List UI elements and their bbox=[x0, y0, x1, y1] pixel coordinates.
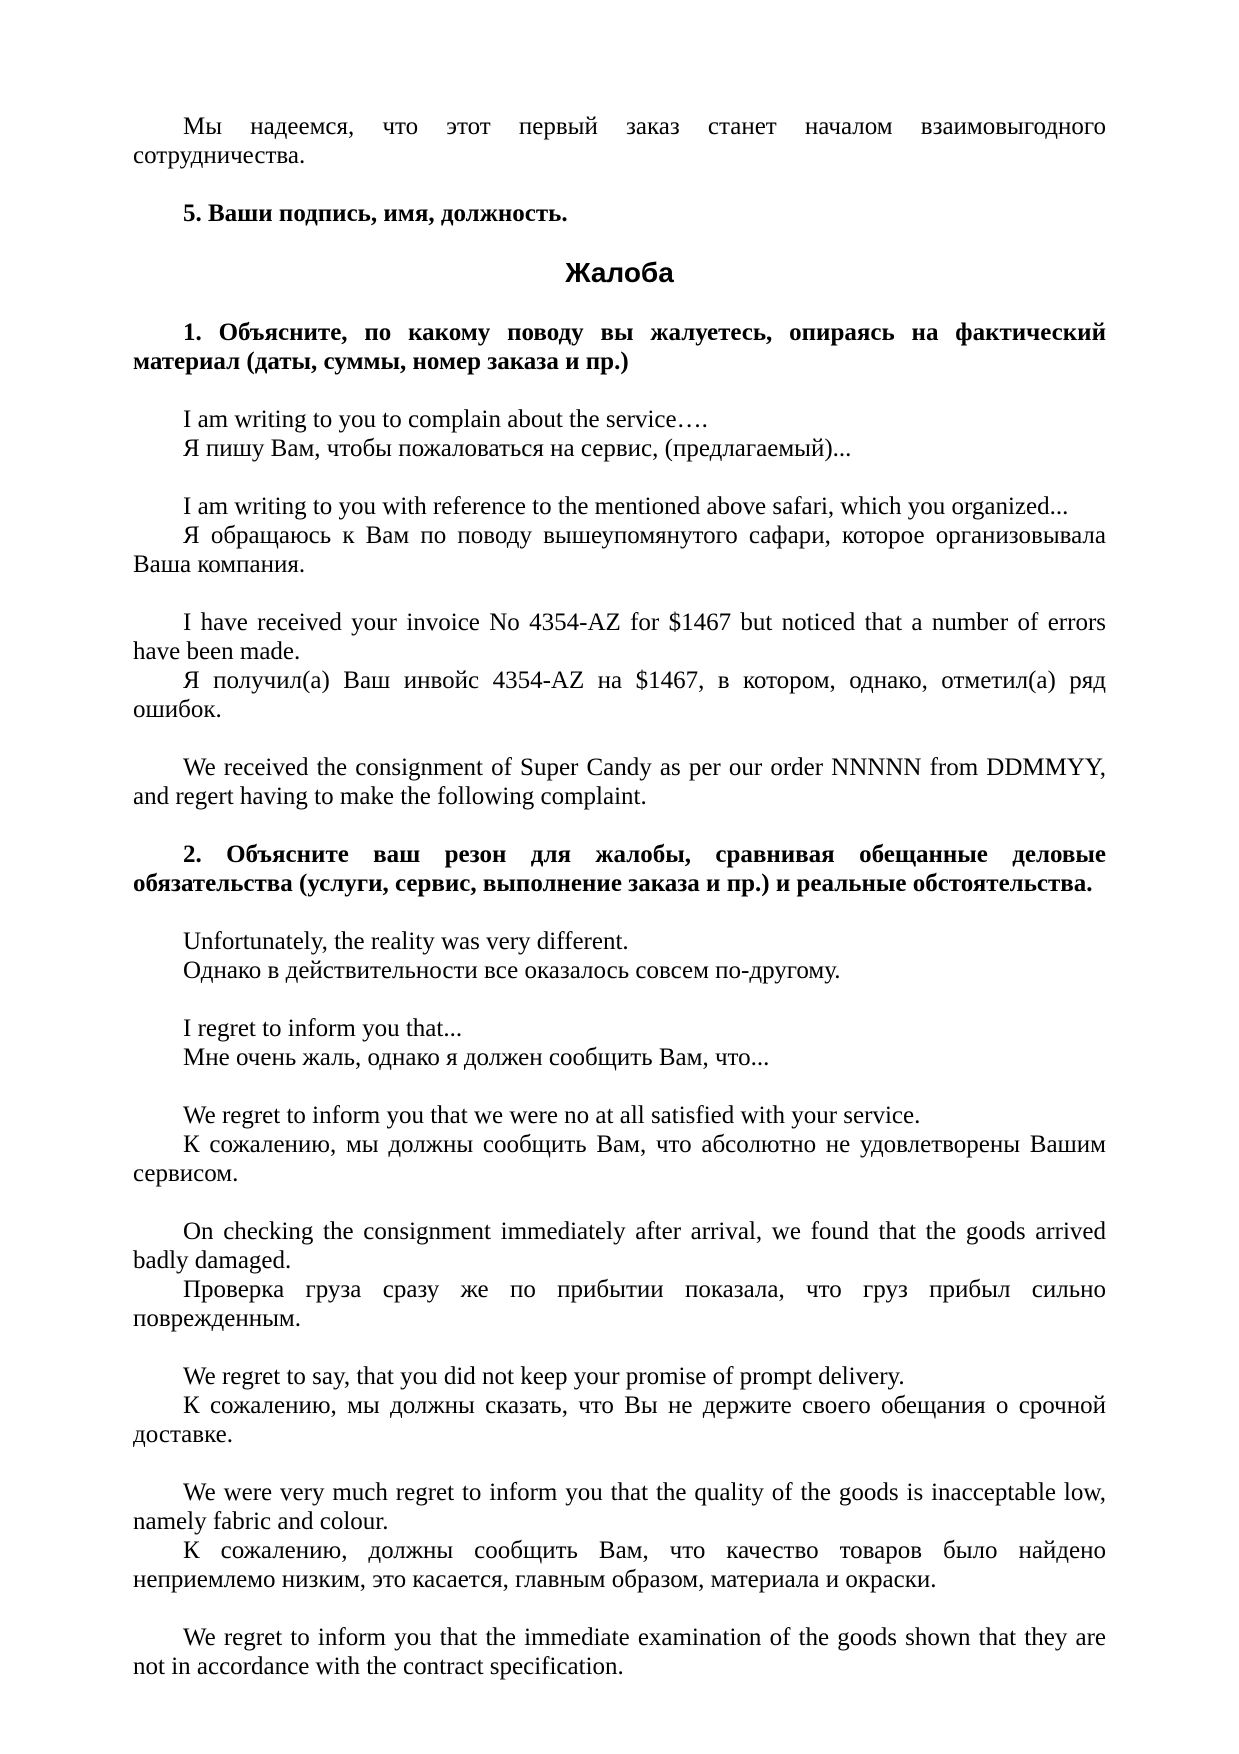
phrase-ru: Я пишу Вам, чтобы пожаловаться на сервис, (предлагаемый)... bbox=[183, 435, 852, 462]
phrase-en: Unfortunately, the reality was very different. bbox=[183, 928, 629, 955]
phrase-en: I am writing to you to complain about the service…. bbox=[183, 406, 708, 433]
phrase-ru: Проверка груза сразу же по прибытии показала, что груз прибыл сильно поврежденным. bbox=[133, 1276, 1106, 1332]
phrase-pair bbox=[133, 753, 1106, 811]
phrase-pair bbox=[133, 1623, 1106, 1681]
phrase-en: We regret to inform you that the immediate examination of the goods shown that they are not in accordance with the contract specification. bbox=[133, 1624, 1106, 1680]
phrase-ru: Я получил(а) Ваш инвойс 4354-AZ на $1467, в котором, однако, отметил(а) ряд ошибок. bbox=[133, 667, 1106, 723]
phrase-pair bbox=[133, 1478, 1106, 1594]
section-2-heading-block bbox=[133, 840, 1106, 898]
page-title: Жалоба bbox=[565, 257, 674, 288]
section-1-heading: 1. Объясните, по какому поводу вы жалуетесь, опираясь на фактический материал (даты, суммы, номер заказа и пр.) bbox=[133, 319, 1106, 375]
phrase-en: We regret to inform you that we were no at all satisfied with your service. bbox=[183, 1102, 921, 1129]
phrase-en: I regret to inform you that... bbox=[183, 1015, 463, 1042]
phrase-pair bbox=[133, 1014, 1106, 1072]
phrase-pair bbox=[133, 927, 1106, 985]
phrase-ru: Мне очень жаль, однако я должен сообщить Вам, что... bbox=[183, 1044, 770, 1071]
phrase-ru: Однако в действительности все оказалось совсем по-другому. bbox=[183, 957, 841, 984]
title-block bbox=[133, 257, 1106, 289]
section-2-heading: 2. Объясните ваш резон для жалобы, сравнивая обещанные деловые обязательства (услуги, сервис, выполнение заказа и пр.) и реальные обстоятельства. bbox=[133, 841, 1106, 897]
phrase-pair bbox=[133, 405, 1106, 463]
phrase-ru: К сожалению, мы должны сказать, что Вы не держите своего обещания о срочной доставке. bbox=[133, 1392, 1106, 1448]
phrase-pair bbox=[133, 608, 1106, 724]
phrase-en: I have received your invoice No 4354-AZ for $1467 but noticed that a number of errors have been made. bbox=[133, 609, 1106, 665]
phrase-en: We received the consignment of Super Candy as per our order NNNNN from DDMMYY, and regert having to make the following complaint. bbox=[133, 754, 1106, 810]
phrase-ru: К сожалению, мы должны сообщить Вам, что абсолютно не удовлетворены Вашим сервисом. bbox=[133, 1131, 1106, 1187]
phrase-pair bbox=[133, 1101, 1106, 1188]
phrase-en: We regret to say, that you did not keep your promise of prompt delivery. bbox=[183, 1363, 905, 1390]
signature-heading-block bbox=[133, 199, 1106, 228]
phrase-en: I am writing to you with reference to the mentioned above safari, which you organized... bbox=[183, 493, 1069, 520]
phrase-en: On checking the consignment immediately after arrival, we found that the goods arrived badly damaged. bbox=[133, 1218, 1106, 1274]
phrase-pair bbox=[133, 492, 1106, 579]
signature-heading: 5. Ваши подпись, имя, должность. bbox=[183, 200, 568, 227]
phrase-en: We were very much regret to inform you that the quality of the goods is inacceptable low, namely fabric and colour. bbox=[133, 1479, 1106, 1535]
phrase-ru: К сожалению, должны сообщить Вам, что качество товаров было найдено неприемлемо низким, это касается, главным образом, материала и окраски. bbox=[133, 1537, 1106, 1593]
phrase-pair bbox=[133, 1217, 1106, 1333]
intro-line: Мы надеемся, что этот первый заказ станет началом взаимовыгодного сотрудничества. bbox=[133, 113, 1106, 169]
section-1-heading-block bbox=[133, 318, 1106, 376]
phrase-pair bbox=[133, 1362, 1106, 1449]
phrase-ru: Я обращаюсь к Вам по поводу вышеупомянутого сафари, которое организовывала Ваша компания. bbox=[133, 522, 1106, 578]
intro-paragraph-block bbox=[133, 112, 1106, 170]
